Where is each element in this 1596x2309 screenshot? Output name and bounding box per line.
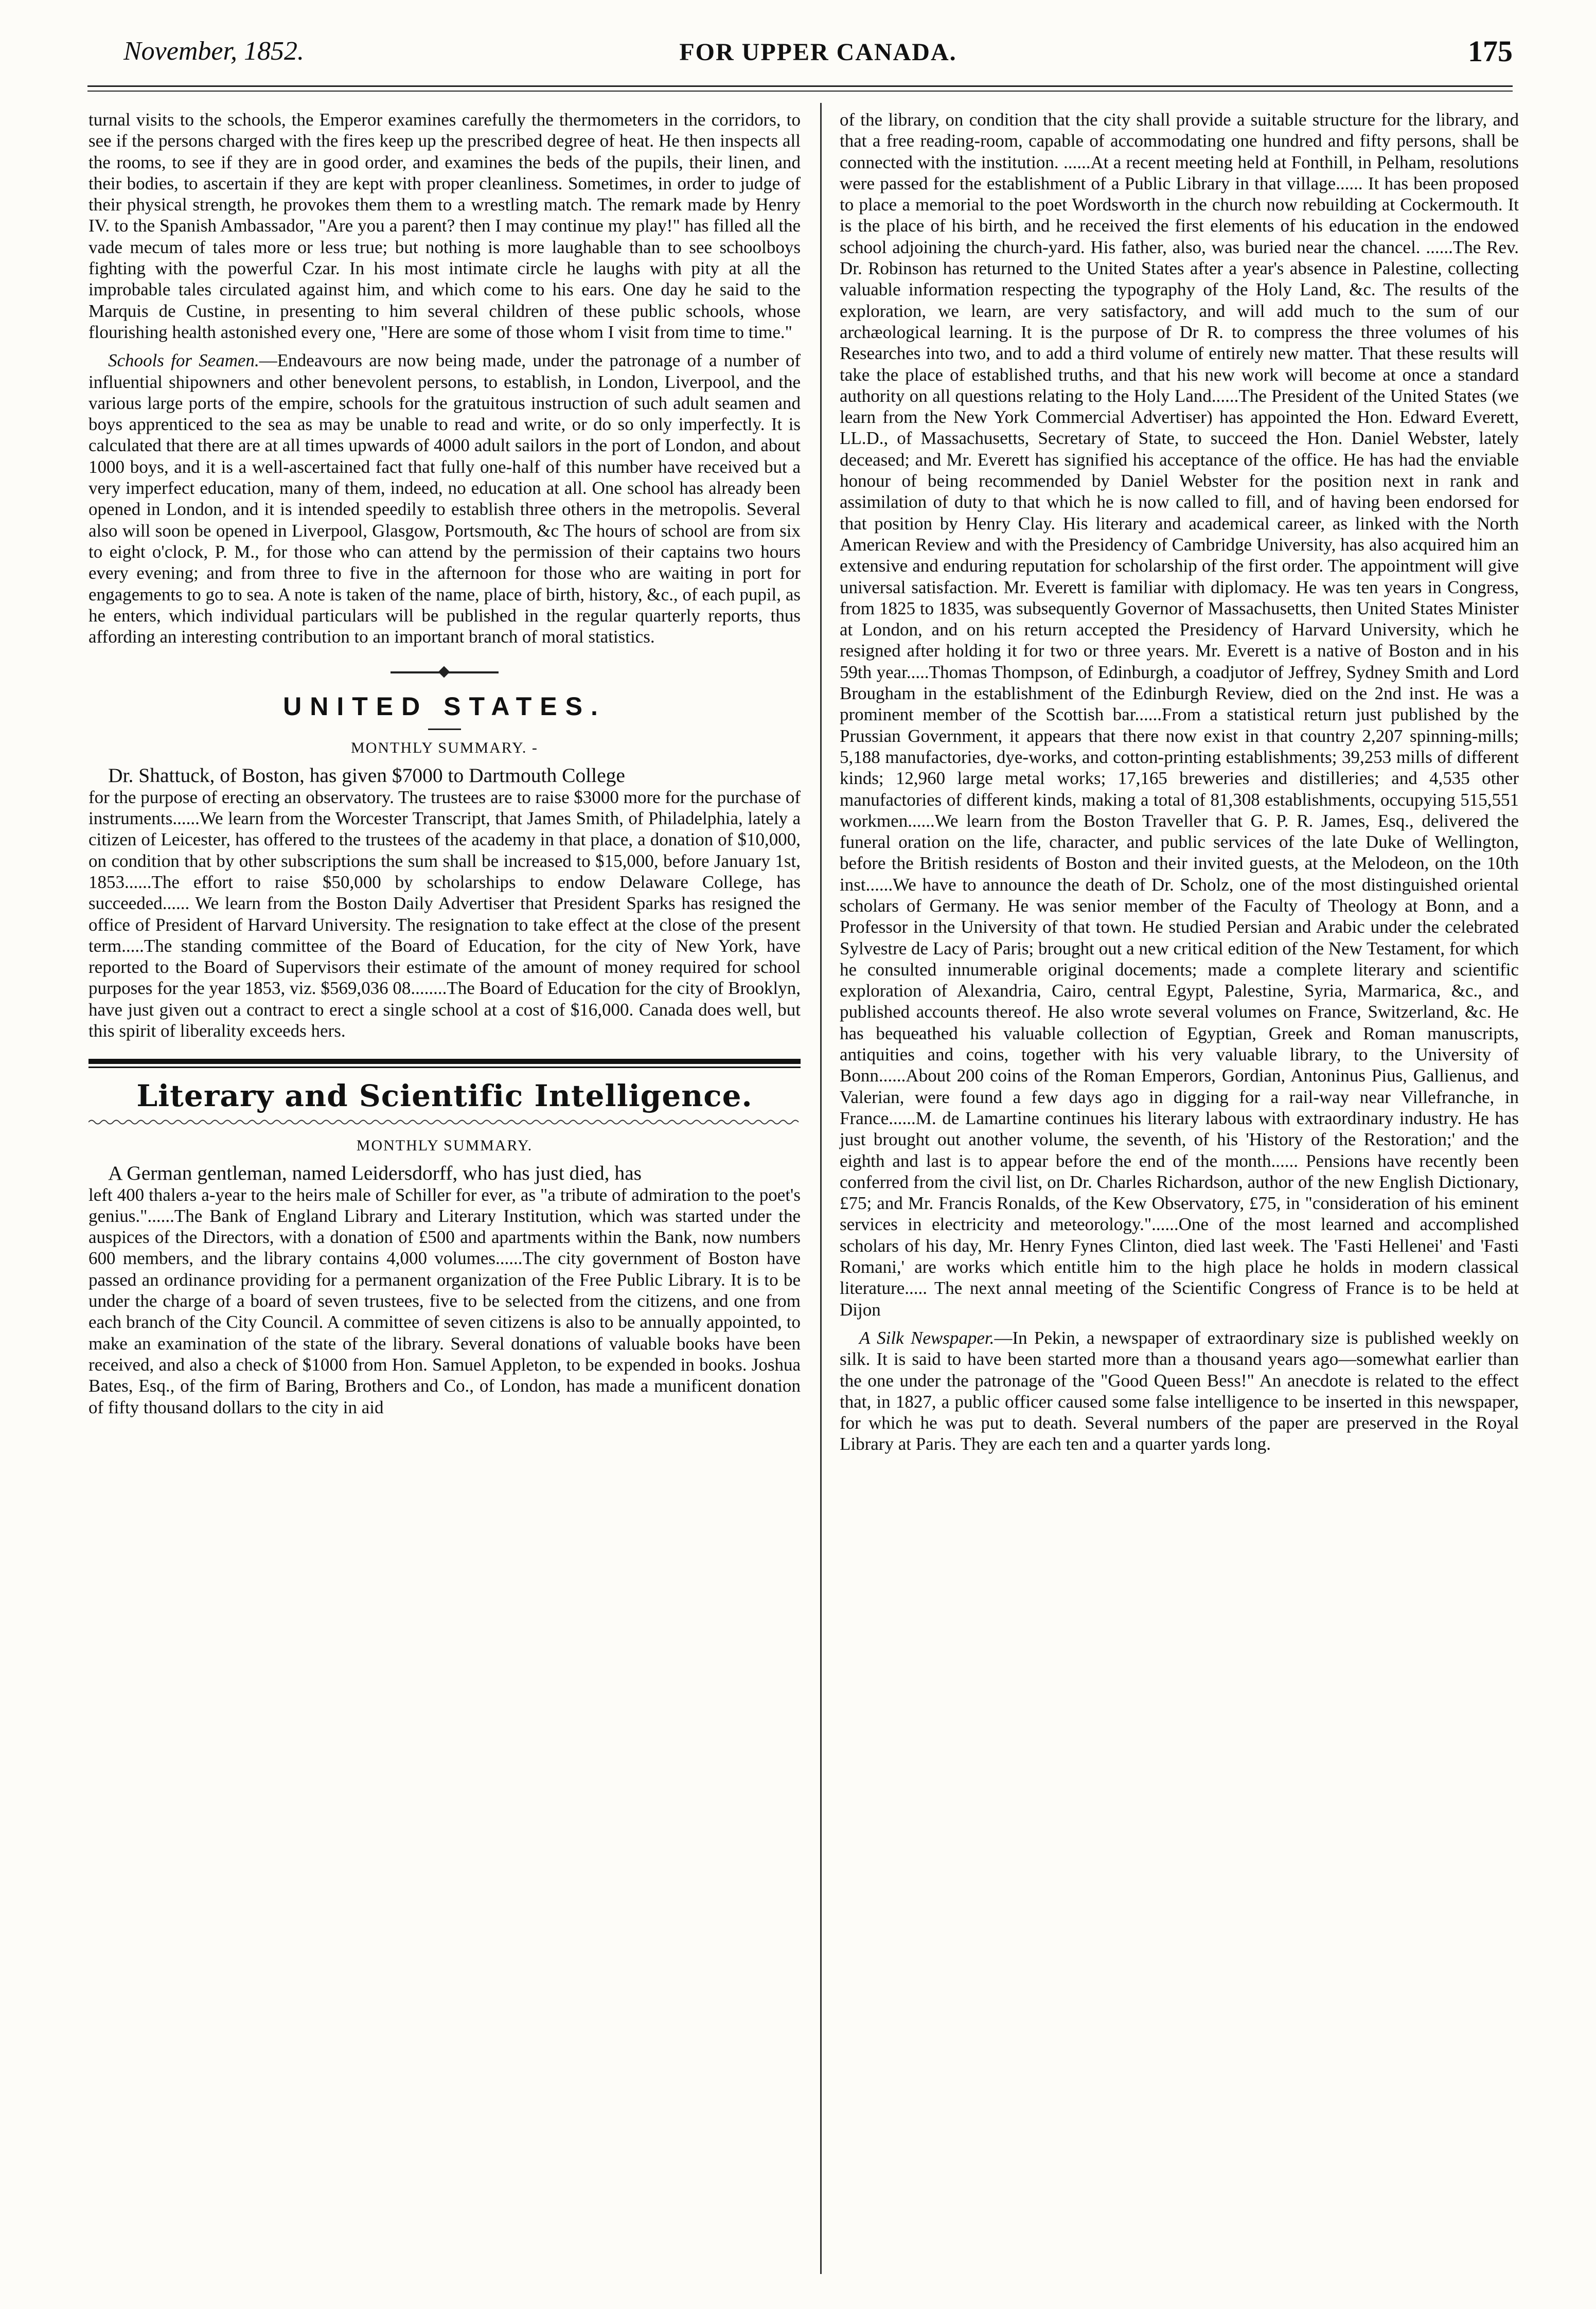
page-header bbox=[123, 26, 1513, 82]
header-date: November, 1852. bbox=[123, 37, 304, 66]
united-states-lead: Dr. Shattuck, of Boston, has given $7000 to Dartmouth College bbox=[108, 764, 625, 787]
paragraph-schools-for-seamen bbox=[88, 350, 801, 647]
section-rule-heavy bbox=[88, 1059, 801, 1064]
schools-for-seamen-title: Schools for Seamen. bbox=[108, 350, 259, 371]
wavy-rule bbox=[88, 1118, 801, 1126]
silk-newspaper-body: —In Pekin, a newspaper of extraordinary size is published weekly on silk. It is said to have been started more than a thousand years ago—somewhat earlier than the one under the patronage of the "Good Queen Bess!" An anecdote is related to the effect that, in 1827, a public officer caused some false intelligence to be inserted in this newspaper, for which he was put to death. Several numbers of the paper are preserved in the Royal Library at Paris. They are each ten and a quarter yards long. bbox=[840, 1327, 1519, 1454]
right-column bbox=[840, 109, 1519, 1455]
paragraph-emperor-visits: turnal visits to the schools, the Emperor examines carefully the thermometers in the corridors, to see if the persons charged with the fires keep up the prescribed degree of heat. He then inspects all the rooms, to see if they are in good order, and examines the beds of the pupils, their linen, and their bodies, to ascertain if they are kept with proper cleanliness. Sometimes, in order to judge of their physical strength, he provokes them them to a wrestling match. The remark made by Henry IV. to the Spanish Ambassador, "Are you a parent? then I may continue my play!" has filled all the vade mecum of tales more or less true; but nothing is more laughable than to see schoolboys fighting with the powerful Czar. In his most intimate circle he laughs with pity at all the improbable tales circulated against him, and which come to his ears. One day he said to the Marquis de Custine, in presenting to him several children of these public schools, whose flourishing health astonished every one, "Here are some of those whom I visit from time to time." bbox=[88, 110, 801, 342]
literary-continued-body: of the library, on condition that the city shall provide a suitable structure for the library, and that a free reading-room, capable of accommodating one hundred and fifty persons, shall be connected with the institution. ......At a recent meeting held at Fonthill, in Pelham, resolutions were passed for the establishment of a Public Library in that village...... It has been proposed to place a memorial to the poet Wordsworth in the church now rebuilding at Cockermouth. It is the place of his birth, and he received the first elements of his education in the endowed school adjoining the church-yard. His father, also, was buried near the chancel. ......The Rev. Dr. Robinson has returned to the United States after a year's absence in Palestine, collecting valuable information respecting the typography of the Holy Land, &c. The results of the exploration, we learn, are very satisfactory, and will add much to the sum of our archæological learning. It is the purpose of Dr R. to compress the three volumes of his Researches into two, and to add a third volume of entirely new matter. That these results will take the place of established truths, and that his new work will become at once a standard authority on all questions relating to the Holy Land......The President of the United States (we learn from the New York Commercial Advertiser) has appointed the Hon. Edward Everett, LL.D., of Massachusetts, Secretary of State, to succeed the Hon. Daniel Webster, lately deceased; and Mr. Everett has signified his acceptance of the office. He has had the enviable honour of being recommended by Daniel Webster for the position next in rank and assimilation of duty to that which he is now called to fill, and of having been endorsed for that position by Henry Clay. His literary and academical career, as linked with the North American Review and with the Presidency of Cambridge University, has also acquired him an extensive and enduring reputation for scholarship of the first order. The appointment will give universal satisfaction. Mr. Everett is familiar with diplomacy. He was ten years in Congress, from 1825 to 1835, was subsequently Governor of Massachusetts, then United States Minister at London, and on his return accepted the Presidency of Harvard University, which he resigned after holding it for two or three years. Mr. Everett is a native of Boston and in his 59th year.....Thomas Thompson, of Edinburgh, a coadjutor of Jeffrey, Sydney Smith and Lord Brougham in the establishment of the Edinburgh Review, died on the 2nd inst. He was a prominent member of the Scottish bar......From a statistical return just published by the Prussian Government, it appears that there now exist in that country 2,207 spinning-mills; 5,188 manufactories, dye-works, and cotton-printing establishments; 39,253 mills of different kinds; 12,960 large metal works; 17,165 breweries and distilleries; and 4,535 other manufactories of different kinds, making a total of 81,308 establishments, occupying 515,551 workmen......We learn from the Boston Traveller that G. P. R. James, Esq., delivered the funeral oration on the life, character, and public services of the late Duke of Wellington, before the British residents of Boston and their invited guests, at the Melodeon, on the 10th inst......We have to announce the death of Dr. Scholz, one of the most distinguished oriental scholars of Germany. He was senior member of the Faculty of Theology at Bonn, and a Professor in the University of that town. He studied Persian and Arabic under the celebrated Sylvestre de Lacy of Paris; brought out a new critical edition of the New Testament, for which he consulted innumerable original docements; made a complete literary and scientific exploration of Alexandria, Cairo, central Egypt, Palestine, Syria, Marmarica, &c., and published accounts thereof. He also wrote several volumes on France, Switzerland, &c. He has bequeathed his valuable collection of Egyptian, Greek and Roman manuscripts, antiquities and coins, together with his very valuable library, to the University of Bonn......About 200 coins of the Roman Emperors, Gordian, Antoninus Pius, Gallienus, and Valerian, were found a few days ago in digging for a rail-way near Villefranche, in France......M. de Lamartine continues his literary labous with extraordinary industry. He has just brought out another volume, the seventh, of his 'History of the Restoration;' and the eighth and last is to appear before the end of the month...... Pensions have recently been conferred from the civil list, on Dr. Charles Richardson, author of the new English Dictionary, £75; and Mr. Francis Ronalds, of the Kew Observatory, £75, in "consideration of his eminent services in electricity and meteorology."......One of the most learned and accomplished scholars of his day, Mr. Henry Fynes Clinton, died last week. The 'Fasti Hellenei' and 'Fasti Romani,' are works which entitle him to the high place he holds in modern classical literature..... The next annal meeting of the Scientific Congress of France is to be held at Dijon bbox=[840, 110, 1519, 1320]
literary-body: left 400 thalers a-year to the heirs male of Schiller for ever, as "a tribute of admiration to the poet's genius."......The Bank of England Library and Literary Institution, which was started under the auspices of the Directors, with a donation of £500 and apartments within the Bank, now numbers 600 members, and the library contains 4,000 volumes......The city government of Boston have passed an ordinance providing for a permanent organization of the Free Public Library. It is to be under the charge of a board of seven trustees, five to be selected from the citizens, and one from each branch of the City Council. A committee of seven citizens is also to be annually appointed, to make an examination of the state of the library. Several donations of valuable books have been received, and also a check of $1000 from Hon. Samuel Appleton, to be expended in books. Joshua Bates, Esq., of the firm of Baring, Brothers and Co., of London, has made a munificent donation of fifty thousand dollars to the city in aid bbox=[88, 1184, 801, 1417]
page-number: 175 bbox=[1468, 34, 1513, 68]
united-states-body: for the purpose of erecting an observatory. The trustees are to raise $3000 more for the purchase of instruments......We learn from the Worcester Transcript, that James Smith, of Philadelphia, lately a citizen of Leicester, has offered to the trustees of the academy in that place, a donation of $10,000, on condition that by other subscriptions the sum shall be increased to $15,000, before January 1st, 1853......The effort to raise $50,000 by scholarships to endow Delaware College, has succeeded...... We learn from the Boston Daily Advertiser that President Sparks has resigned the office of President of Harvard University. The resignation to take effect at the close of the present term.....The standing committee of the Board of Education, for the city of New York, have reported to the Board of Supervisors their estimate of the amount of money required for school purposes for the year 1853, viz. $569,036 08........The Board of Education for the city of Brooklyn, have just given out a contract to erect a single school at a cost of $16,000. Canada does well, but this spirit of liberality exceeds hers. bbox=[88, 787, 801, 1041]
column-divider bbox=[820, 103, 822, 2274]
united-states-heading: UNITED STATES. bbox=[283, 692, 606, 721]
schools-for-seamen-body: —Endeavours are now being made, under the patronage of a number of influential shipowners and other benevolent persons, to establish, in London, Liverpool, and the various large ports of the empire, schools for the gratuitous instruction of such adult seamen and boys apprenticed to the sea as may be unable to read and write, or do so only imperfectly. It is calculated that there are at all times upwards of 4000 adult sailors in the port of London, and about 1000 boys, and it is a well-ascertained fact that fully one-half of this number have received but a very imperfect education, many of them, indeed, no education at all. One school has already been opened in London, and it is intended speedily to establish three others in the metropolis. Several also will soon be opened in Liverpool, Glasgow, Portsmouth, &c The hours of school are from six to eight o'clock, P. M., for those who can attend by the permission of their captains two hours every evening; and from three to five in the afternoon for those who are waiting in port for engagements to go to sea. A note is taken of the name, place of birth, history, &c., of each pupil, as he enters, which individual particulars will be published in the regular quarterly reports, thus affording an interesting contribution to an important branch of moral statistics. bbox=[88, 350, 801, 647]
header-rule bbox=[87, 85, 1513, 87]
heading-rule bbox=[428, 729, 461, 730]
section-rule-thin bbox=[88, 1067, 801, 1068]
paragraph-silk-newspaper bbox=[840, 1327, 1519, 1455]
literary-intelligence-heading: Literary and Scientific Intelligence. bbox=[136, 1078, 753, 1114]
section-ornament bbox=[391, 667, 499, 677]
literary-subhead: MONTHLY SUMMARY. bbox=[356, 1137, 533, 1154]
literary-lead: A German gentleman, named Leidersdorff, who has just died, has bbox=[108, 1162, 642, 1185]
silk-newspaper-title: A Silk Newspaper. bbox=[859, 1327, 995, 1348]
united-states-subhead: MONTHLY SUMMARY. - bbox=[351, 739, 538, 757]
running-title: FOR UPPER CANADA. bbox=[679, 39, 957, 66]
left-column bbox=[88, 109, 801, 1418]
header-rule-thin bbox=[87, 91, 1513, 92]
